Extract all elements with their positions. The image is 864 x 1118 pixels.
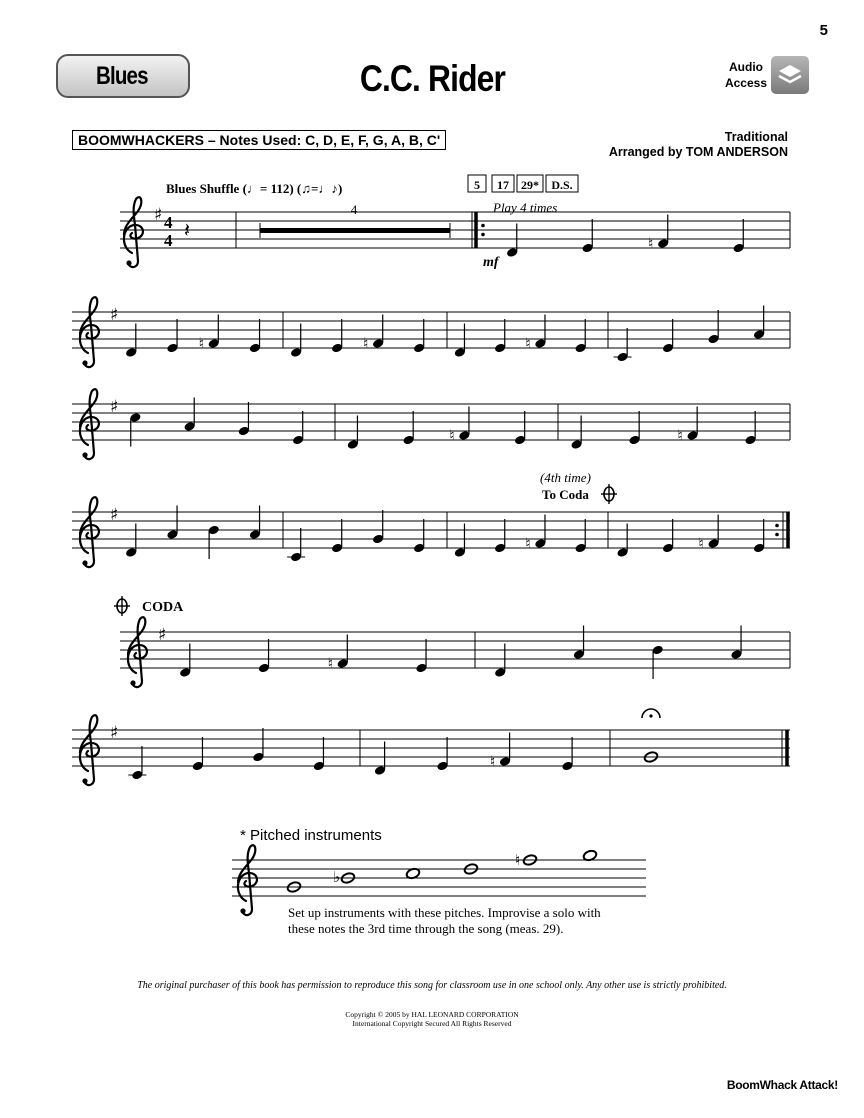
coda-sign-icon: [601, 484, 617, 504]
repeat-dot: [481, 233, 485, 237]
credit-arranger: Arranged by TOM ANDERSON: [608, 145, 788, 159]
natural-sign: ♮: [449, 426, 455, 445]
natural-sign: ♮: [648, 234, 654, 253]
copyright-line-1: Copyright © 2005 by HAL LEONARD CORPORATION: [345, 1010, 519, 1019]
treble-clef-icon: [128, 617, 147, 687]
natural-sign: ♮: [490, 752, 496, 771]
natural-sign: ♮: [327, 654, 334, 673]
rehearsal-mark-3: 29*: [521, 178, 539, 192]
key-signature-sharp: ♯: [110, 305, 119, 325]
song-title-text: C.C. Rider: [359, 58, 505, 99]
dynamic-mf: mf: [483, 255, 499, 270]
treble-clef-icon: [80, 297, 99, 367]
rehearsal-mark-4: D.S.: [551, 178, 573, 192]
notes-used-box: BOOMWHACKERS – Notes Used: C, D, E, F, G, A, B, C': [72, 130, 446, 150]
natural-sign: ♮: [525, 534, 531, 553]
fermata-dot: [649, 714, 652, 717]
flat-sign: ♭: [333, 868, 341, 886]
natural-sign: ♮: [525, 334, 531, 353]
rehearsal-mark-1: 5: [474, 178, 480, 192]
treble-clef-icon: [238, 845, 257, 915]
treble-clef-icon: [80, 389, 99, 459]
multirest-bar: [260, 228, 450, 233]
rehearsal-marks: [468, 175, 578, 192]
repeat-dot: [775, 524, 779, 528]
quarter-rest: 𝄽: [184, 218, 191, 242]
repeat-dot: [481, 224, 485, 228]
treble-clef-icon: [80, 715, 99, 785]
copyright-notice: [0, 1010, 864, 1028]
audio-label-line2: Access: [724, 76, 768, 90]
play-times: Play 4 times: [493, 200, 558, 215]
natural-sign: ♮: [515, 851, 521, 869]
rehearsal-mark-2: 17: [497, 178, 509, 192]
natural-sign: ♮: [198, 334, 205, 353]
natural-sign: ♮: [677, 426, 683, 445]
treble-clef-icon: [124, 197, 143, 267]
setup-instructions: Set up instruments with these pitches. Improvise a solo with these notes the 3rd time through the song (meas. 29).: [288, 905, 601, 936]
key-signature-sharp: ♯: [110, 723, 119, 743]
repeat-dot: [775, 533, 779, 537]
to-coda-label: To Coda: [542, 487, 589, 502]
key-signature-sharp: ♯: [110, 397, 119, 417]
book-title: BoomWhack Attack!: [726, 1078, 838, 1092]
natural-sign: ♮: [698, 534, 704, 553]
key-signature-sharp: ♯: [158, 625, 167, 645]
pitched-instruments-caption: * Pitched instruments: [240, 827, 382, 844]
time-signature: 4: [164, 213, 173, 232]
copyright-line-2: International Copyright Secured All Rights Reserved: [352, 1019, 512, 1028]
credit-traditional: Traditional: [724, 130, 788, 144]
coda-label: CODA: [142, 600, 184, 615]
tempo-marking: Blues Shuffle (♩= 112) (♫=♩♪): [166, 181, 343, 196]
page-number: 5: [819, 22, 828, 39]
natural-sign: ♮: [363, 334, 369, 353]
key-signature-sharp: ♯: [110, 505, 119, 525]
time-signature: 4: [164, 231, 173, 250]
treble-clef-icon: [80, 497, 99, 567]
audio-label-line1: Audio: [729, 60, 763, 74]
staff-systems: [72, 197, 790, 915]
key-signature-sharp: ♯: [154, 205, 163, 225]
multirest-count: 4: [350, 202, 358, 217]
fourth-time-label: (4th time): [540, 470, 591, 485]
coda-sign-icon: [114, 596, 130, 616]
permission-notice: The original purchaser of this book has permission to reproduce this song for classroom use in one school only. Any other use is strictly prohibited.: [137, 980, 727, 991]
genre-tab-label: Blues: [96, 61, 148, 90]
